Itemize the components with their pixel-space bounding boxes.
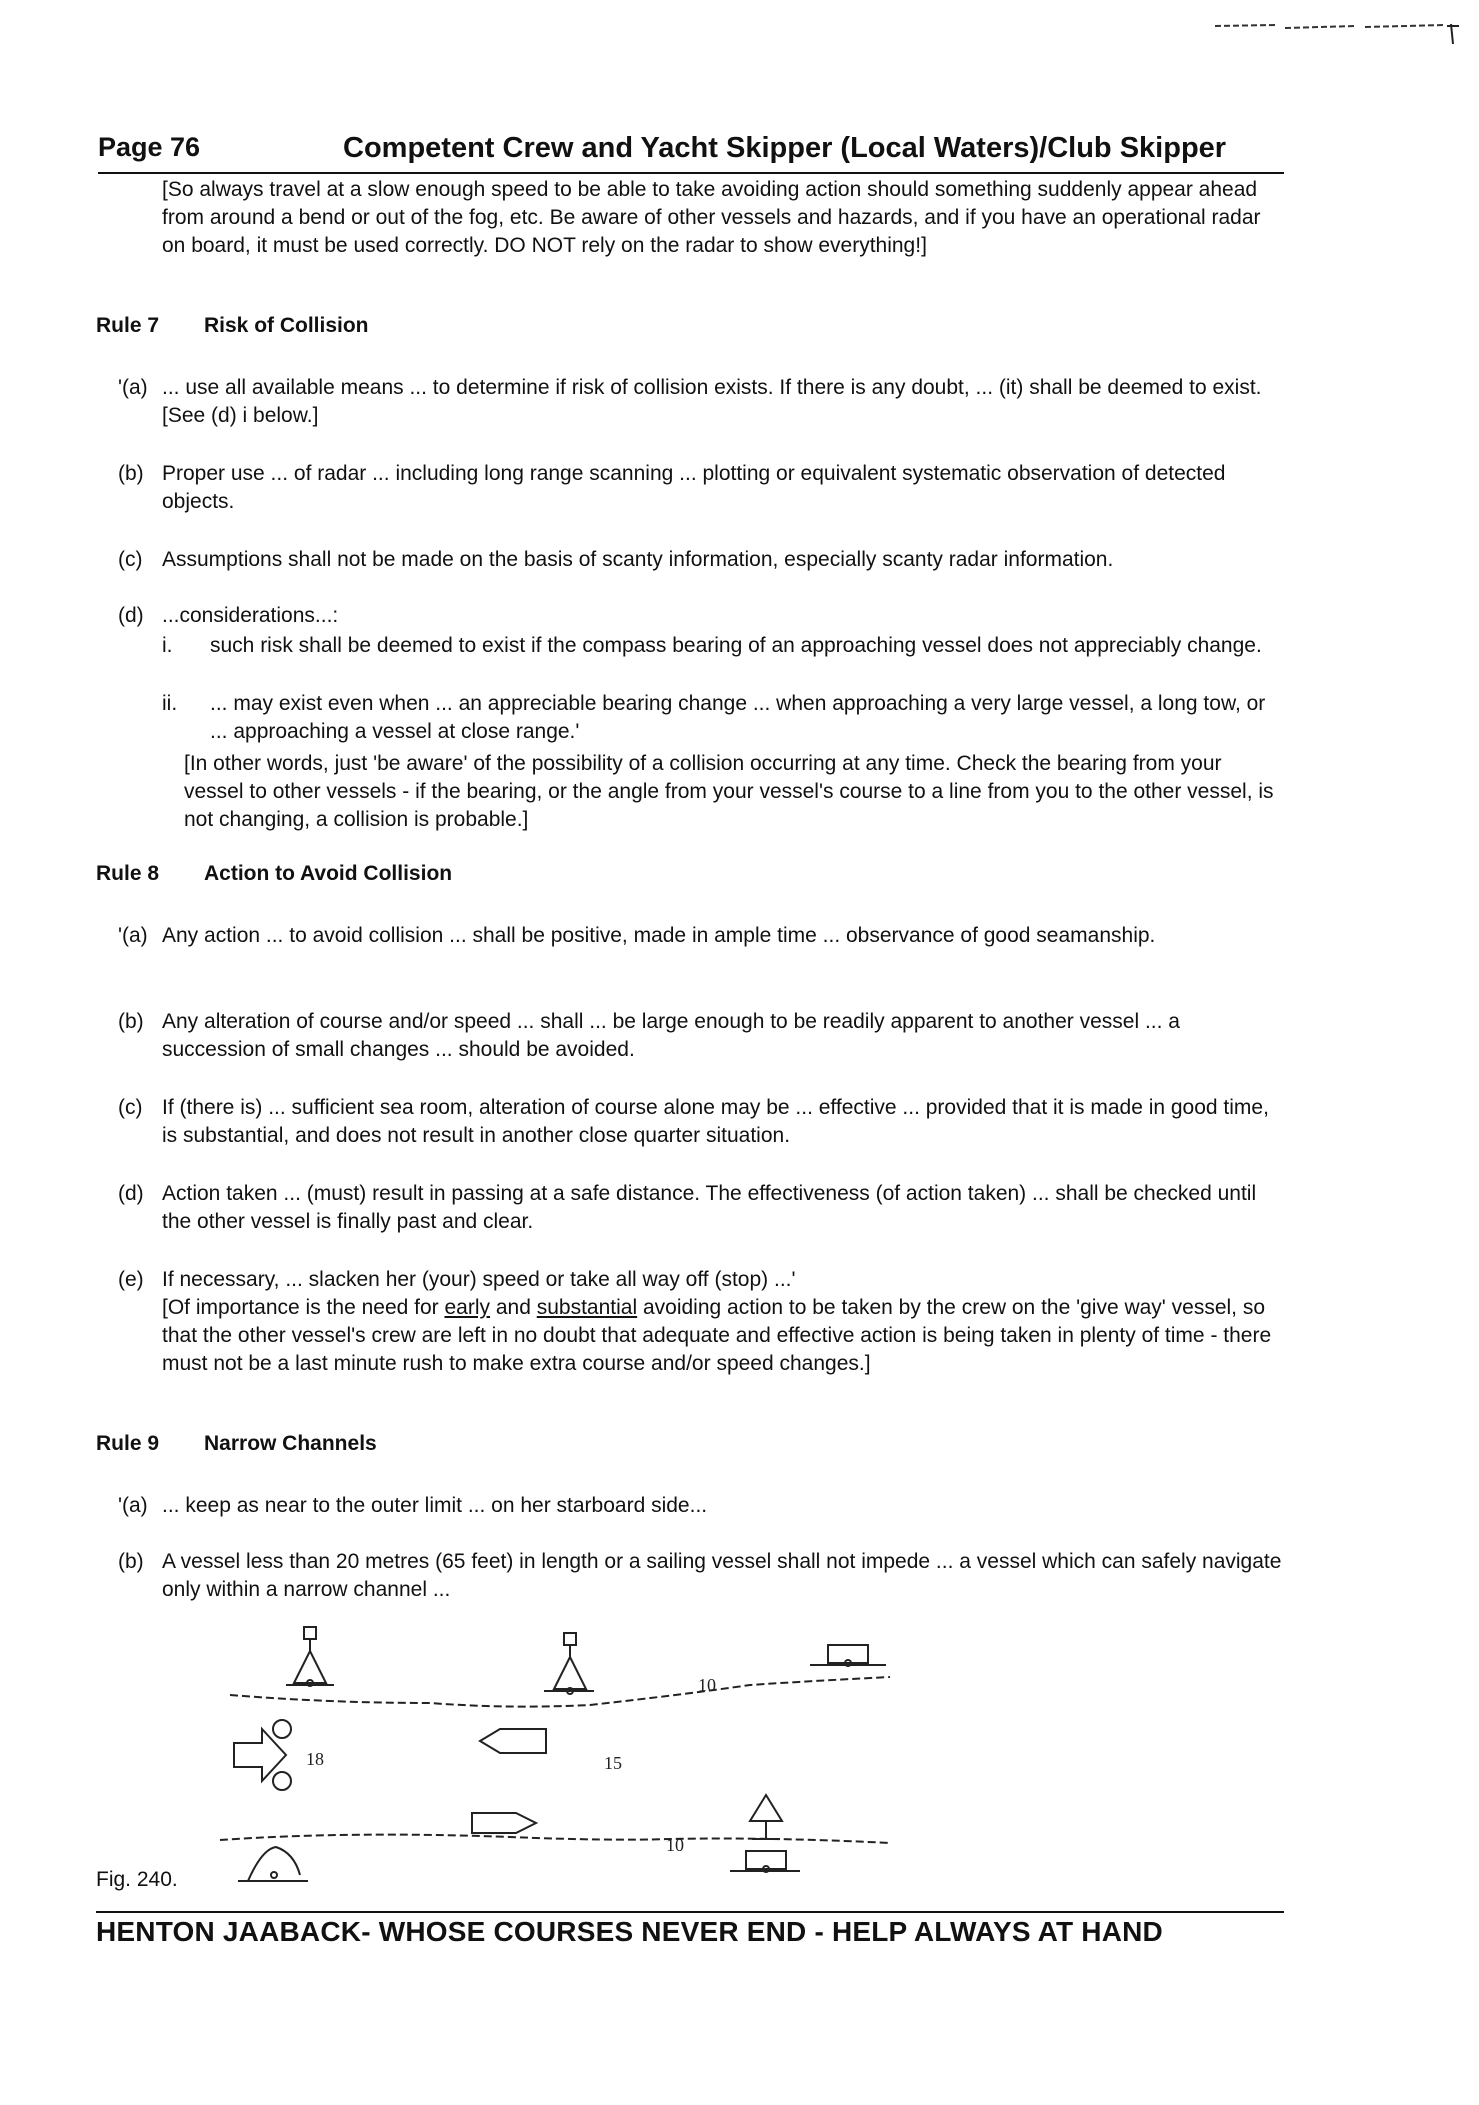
sub-label: ii. xyxy=(162,692,178,715)
rule8-note xyxy=(162,1294,1284,1378)
buoy-upper-middle xyxy=(544,1633,594,1694)
depth-label: 15 xyxy=(604,1753,622,1773)
buoy-lower-left xyxy=(238,1847,308,1881)
rule7-title: Risk of Collision xyxy=(204,314,369,337)
vessel-heading-left xyxy=(480,1729,546,1753)
note-underline-substantial: substantial xyxy=(536,1296,638,1319)
item-text: A vessel less than 20 metres (65 feet) in length or a sailing vessel shall not impede ... a vessel which can safely navigate only within a narrow channel ... xyxy=(162,1550,1282,1601)
footer-divider xyxy=(96,1911,1284,1913)
note-text-start: [Of importance is the need for xyxy=(162,1296,445,1319)
buoy-upper-right xyxy=(810,1645,886,1666)
item-text: Any alteration of course and/or speed ... shall ... be large enough to be readily apparent to another vessel ... a succession of small changes ... should be avoided. xyxy=(162,1010,1180,1061)
buoy-lower-right xyxy=(730,1795,800,1872)
rule7-number: Rule 7 xyxy=(96,314,160,337)
note-text-end: avoiding action to be taken by the crew on the 'give way' vessel, so that the other vessel's crew are left in no doubt that adequate and effective action is being taken in plenty of time - there must not be a last minute rush to make extra course and/or speed changes.] xyxy=(162,1296,1272,1375)
rule9-title: Narrow Channels xyxy=(204,1432,377,1455)
item-text: Assumptions shall not be made on the basis of scanty information, especially scanty radar information. xyxy=(162,548,1114,571)
item-label: (b) xyxy=(118,1550,144,1573)
item-label: (e) xyxy=(118,1268,144,1291)
rule7-sub-i xyxy=(162,632,1284,660)
rule8-item-b xyxy=(118,1008,1284,1064)
rule7-item-c xyxy=(118,546,1284,574)
note-underline-early: early xyxy=(444,1296,491,1319)
rule7-item-d xyxy=(118,602,1284,630)
item-label: '(a) xyxy=(118,924,148,947)
rule8-item-a xyxy=(118,922,1284,950)
vessel-heading-right xyxy=(472,1813,536,1833)
figure-caption: Fig. 240. xyxy=(96,1868,178,1891)
item-text: Proper use ... of radar ... including long range scanning ... plotting or equivalent systematic observation of detected objects. xyxy=(162,462,1226,513)
rule9-item-b xyxy=(118,1548,1284,1604)
rule9-number: Rule 9 xyxy=(96,1432,160,1455)
sailing-vessel-left xyxy=(234,1720,291,1790)
item-label: (d) xyxy=(118,1182,144,1205)
sub-label: i. xyxy=(162,634,173,657)
page-title: Competent Crew and Yacht Skipper (Local Waters)/Club Skipper xyxy=(343,132,1227,164)
item-text: If (there is) ... sufficient sea room, alteration of course alone may be ... effective ... provided that it is made in good time, is substantial, and does not result in another close quarter situation. xyxy=(162,1096,1269,1147)
item-label: (c) xyxy=(118,1096,143,1119)
item-text: Action taken ... (must) result in passing at a safe distance. The effectiveness (of action taken) ... shall be checked until the other vessel is finally past and clear. xyxy=(162,1182,1257,1233)
item-label: '(a) xyxy=(118,1494,148,1517)
rule7-heading xyxy=(96,314,369,338)
depth-label: 10 xyxy=(698,1675,716,1695)
page-header xyxy=(98,128,1284,174)
channel-diagram xyxy=(210,1625,900,1885)
note-text-mid: and xyxy=(490,1296,537,1319)
lower-channel-edge xyxy=(220,1835,890,1843)
rule7-sub-ii xyxy=(162,690,1284,746)
rule8-heading xyxy=(96,862,452,886)
item-label: (b) xyxy=(118,462,144,485)
depth-label: 18 xyxy=(306,1749,324,1769)
intro-note: [So always travel at a slow enough speed to be able to take avoiding action should something suddenly appear ahead from around a bend or out of the fog, etc. Be aware of other vessels and hazards, and if you have an operational radar on board, it must be used correctly. DO NOT rely on the radar to show everything!] xyxy=(162,178,1261,257)
scan-mark xyxy=(1215,22,1465,46)
rule7-item-a xyxy=(118,374,1284,430)
item-label: (d) xyxy=(118,604,144,627)
rule7-item-b xyxy=(118,460,1284,516)
rule9-heading xyxy=(96,1432,377,1456)
rule8-title: Action to Avoid Collision xyxy=(204,862,453,885)
item-text: Any action ... to avoid collision ... shall be positive, made in ample time ... observance of good seamanship. xyxy=(162,924,1156,947)
depth-label: 10 xyxy=(666,1835,684,1855)
narrow-channel-figure xyxy=(210,1625,900,1885)
rule8-item-c xyxy=(118,1094,1284,1150)
buoy-upper-left xyxy=(286,1627,334,1686)
rule8-number: Rule 8 xyxy=(96,862,160,885)
sub-text: such risk shall be deemed to exist if the compass bearing of an approaching vessel does not appreciably change. xyxy=(210,634,1262,657)
item-label: '(a) xyxy=(118,376,148,399)
item-label: (c) xyxy=(118,548,143,571)
item-text: If necessary, ... slacken her (your) speed or take all way off (stop) ...' xyxy=(162,1268,796,1291)
item-text: ... use all available means ... to determine if risk of collision exists. If there is any doubt, ... (it) shall be deemed to exist. [See (d) i below.] xyxy=(162,376,1262,427)
footer-slogan: HENTON JAABACK- WHOSE COURSES NEVER END - HELP ALWAYS AT HAND xyxy=(96,1916,1163,1947)
rule9-item-a xyxy=(118,1492,1284,1520)
rule8-item-e xyxy=(118,1266,1284,1294)
item-label: (b) xyxy=(118,1010,144,1033)
sub-text: ... may exist even when ... an appreciable bearing change ... when approaching a very large vessel, a long tow, or ... approaching a vessel at close range.' xyxy=(210,692,1266,743)
rule7-note: [In other words, just 'be aware' of the possibility of a collision occurring at any time. Check the bearing from your vessel to other vessels - if the bearing, or the angle from your vessel's course to a line from you to the other vessel, is not changing, a collision is probable.] xyxy=(184,752,1274,831)
page-number: Page 76 xyxy=(98,132,201,162)
item-text: ... keep as near to the outer limit ... on her starboard side... xyxy=(162,1494,708,1517)
item-text: ...considerations...: xyxy=(162,604,339,627)
rule8-item-d xyxy=(118,1180,1284,1236)
